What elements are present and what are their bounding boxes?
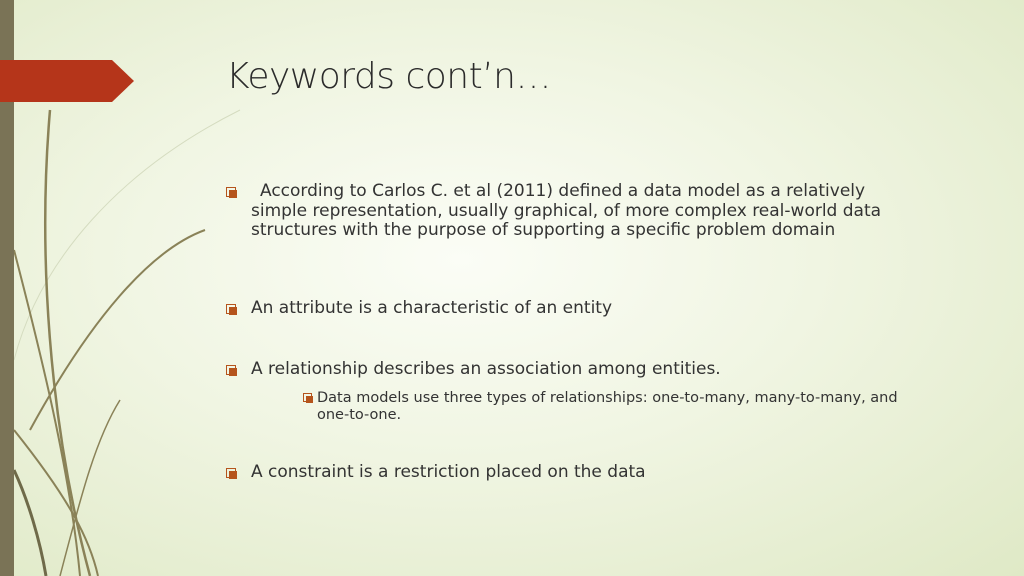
checkbox-bullet-icon: [226, 365, 237, 376]
bullet-text: A constraint is a restriction placed on the data: [251, 462, 646, 482]
bullet-text: According to Carlos C. et al (2011) defined a data model as a relatively simple representation, usually graphical, of more complex real-world data structures with the purpose of supporting a specific problem domain: [251, 181, 882, 240]
bullet-text: Data models use three types of relationships: one-to-many, many-to-many, and one-to-one.: [317, 390, 898, 423]
bullet-item: [226, 360, 926, 380]
bullet-item: [226, 299, 926, 319]
title-arrow-tab: [0, 60, 134, 102]
bullet-text: A relationship describes an association among entities.: [251, 359, 721, 379]
bullet-item: [226, 463, 926, 483]
checkbox-bullet-icon: [303, 393, 313, 403]
bullet-text: An attribute is a characteristic of an entity: [251, 298, 613, 318]
slide-title: Keywords cont’n…: [226, 56, 551, 97]
checkbox-bullet-icon: [226, 468, 237, 479]
bullet-item: [226, 182, 926, 241]
checkbox-bullet-icon: [226, 304, 237, 315]
checkbox-bullet-icon: [226, 187, 237, 198]
sub-bullet-item: [303, 390, 933, 424]
